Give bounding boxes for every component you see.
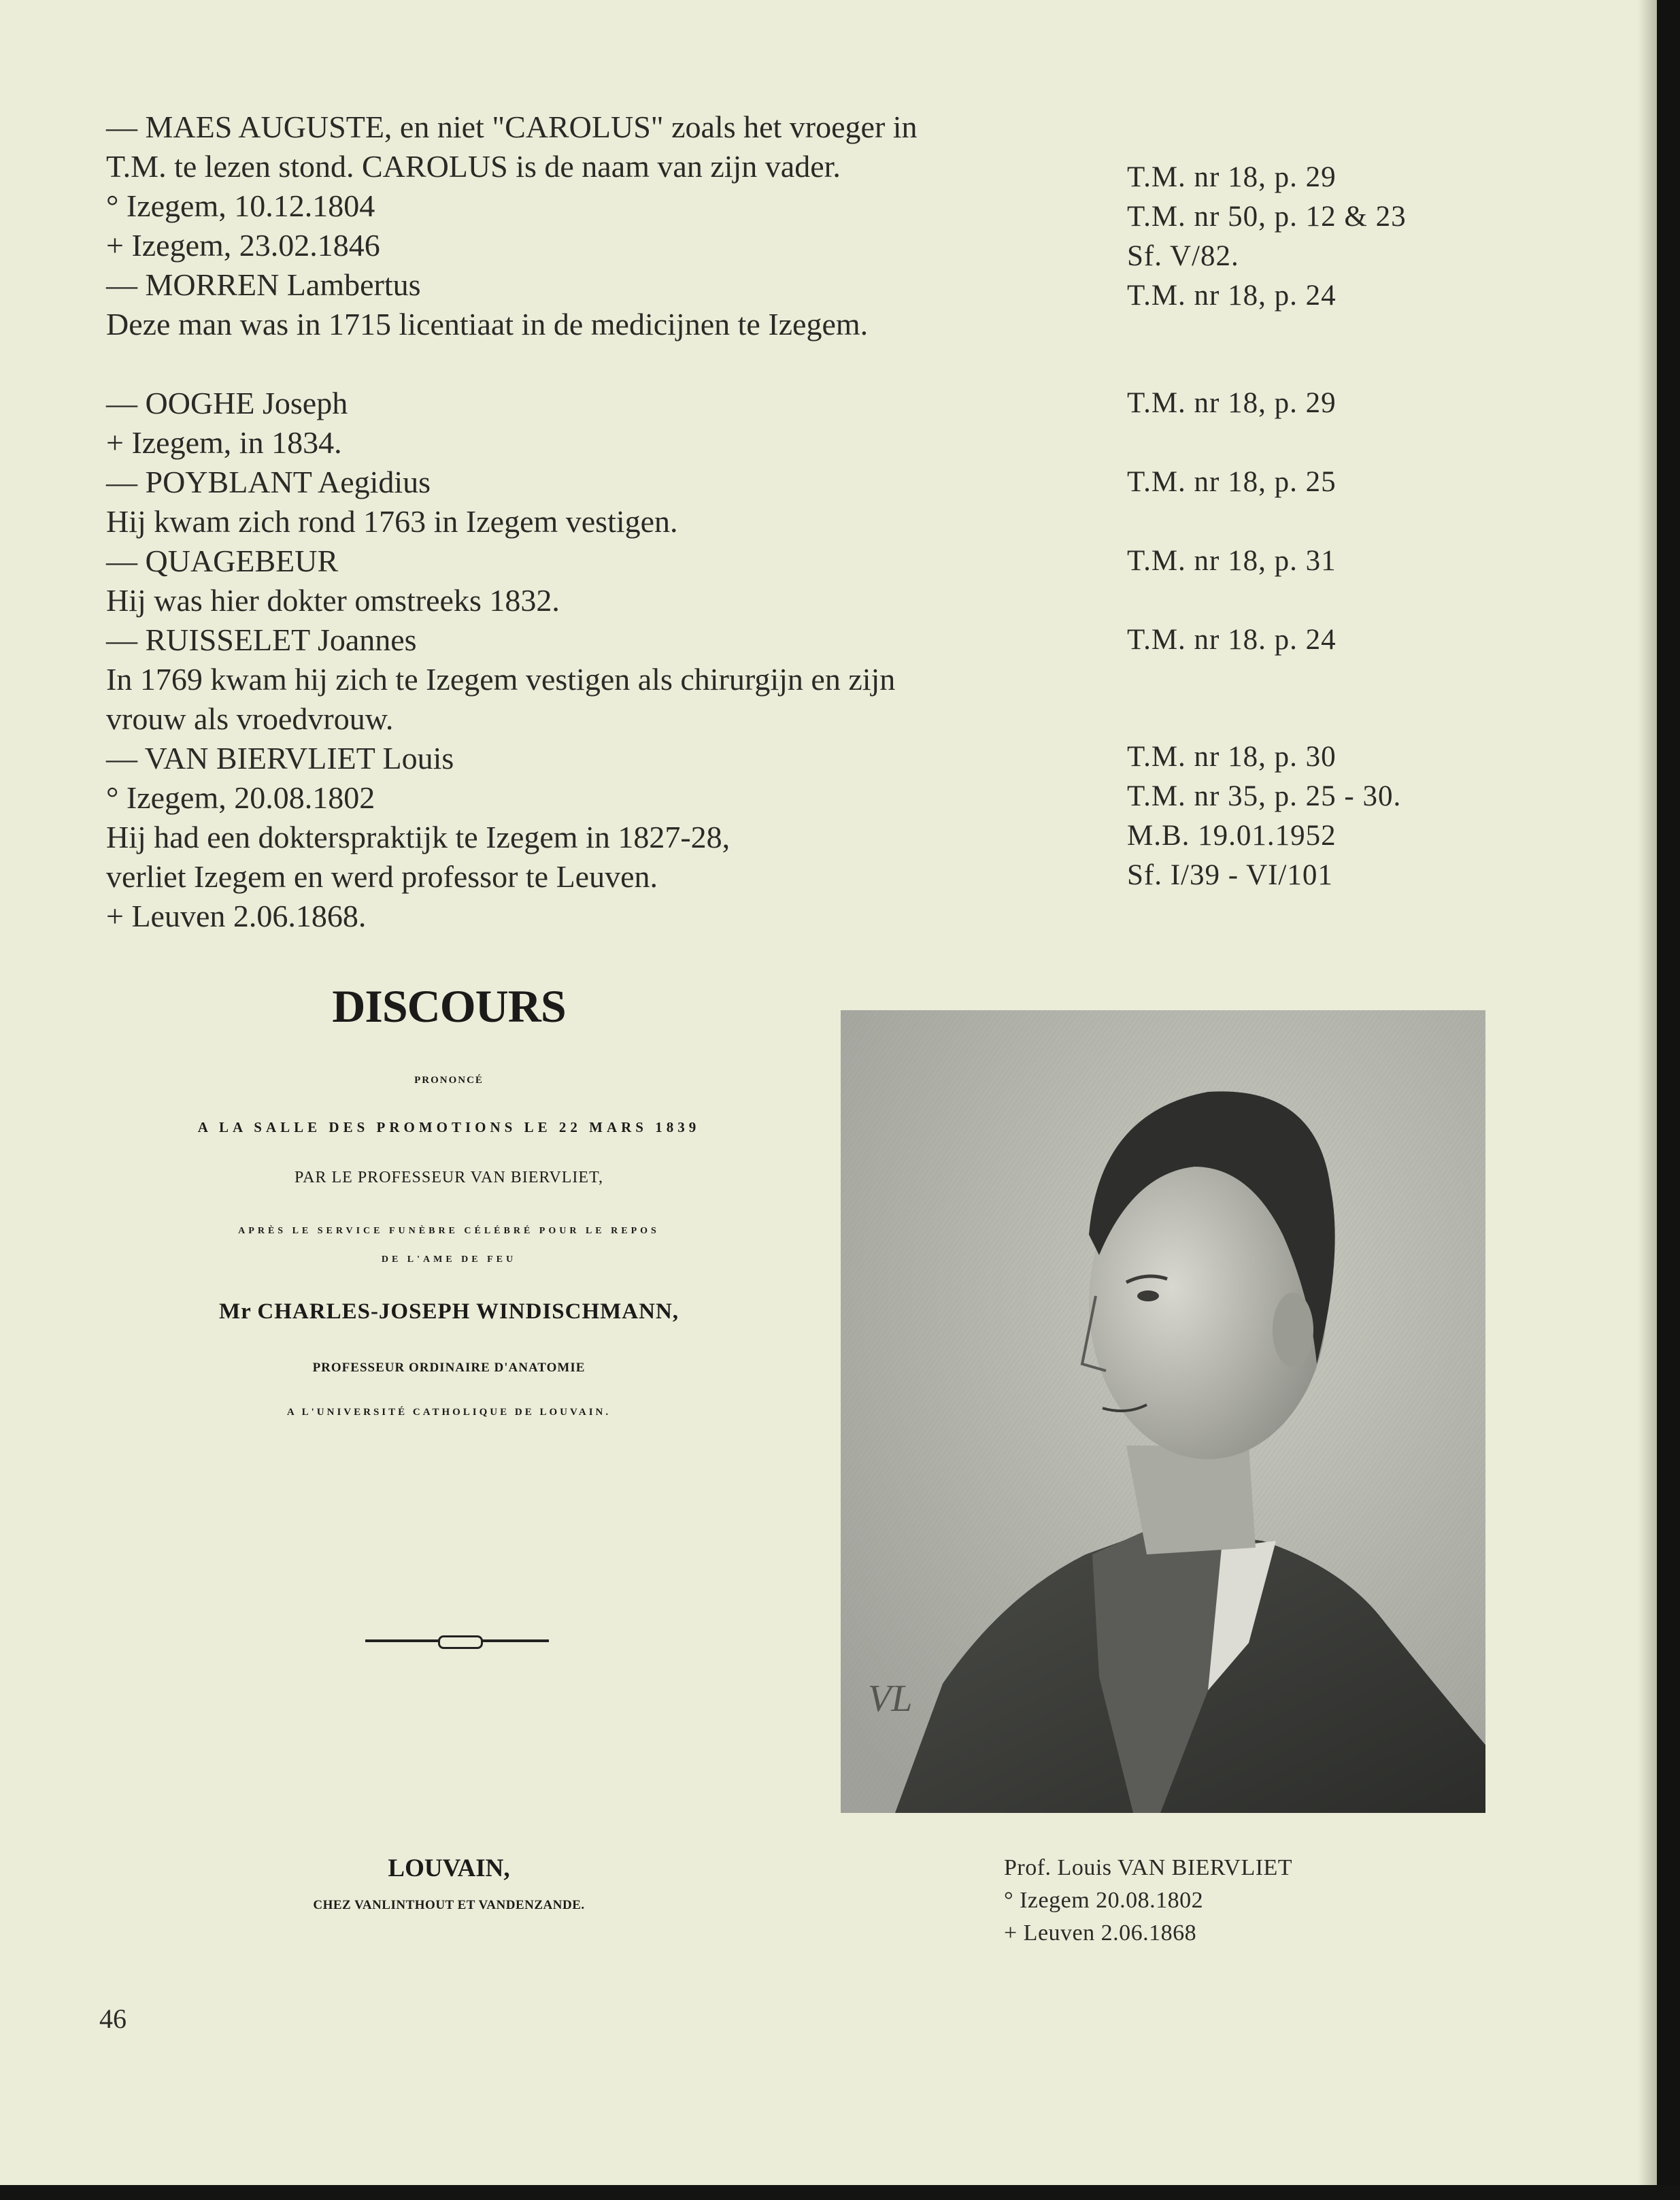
title-page-service-2: DE L'AME DE FEU	[381, 1254, 517, 1265]
entry-line: vrouw als vroedvrouw.	[106, 701, 394, 736]
reference-line: T.M. nr 18, p. 24	[1127, 280, 1337, 312]
entry-line: + Izegem, in 1834.	[106, 425, 342, 460]
entry-line: T.M. te lezen stond. CAROLUS is de naam van zijn vader.	[106, 149, 841, 184]
reference-line: T.M. nr 18, p. 29	[1127, 161, 1337, 193]
entry-line: ° Izegem, 10.12.1804	[106, 188, 375, 223]
reference-line: T.M. nr 18, p. 30	[1127, 741, 1337, 773]
title-page-profession: PROFESSEUR ORDINAIRE D'ANATOMIE	[312, 1361, 586, 1375]
title-page-heading: DISCOURS	[332, 980, 566, 1032]
title-page-venue: A LA SALLE DES PROMOTIONS LE 22 MARS 1839	[197, 1119, 701, 1135]
title-page-pronounced: PRONONCÉ	[414, 1075, 484, 1086]
entry-line: verliet Izegem en werd professor te Leuven.	[106, 859, 658, 894]
entry-line: — POYBLANT Aegidius	[106, 465, 431, 499]
title-page-city: LOUVAIN,	[388, 1854, 510, 1882]
entry-line: — VAN BIERVLIET Louis	[106, 741, 454, 776]
caption-line: + Leuven 2.06.1868	[1004, 1920, 1197, 1946]
entries-column	[106, 107, 1011, 936]
entry-line: ° Izegem, 20.08.1802	[106, 780, 375, 815]
entry-line: + Leuven 2.06.1868.	[106, 899, 367, 933]
title-page-speaker: PAR LE PROFESSEUR VAN BIERVLIET,	[295, 1169, 603, 1186]
portrait-neck	[1126, 1446, 1256, 1554]
title-page-university: A L'UNIVERSITÉ CATHOLIQUE DE LOUVAIN.	[286, 1407, 611, 1418]
reference-line: Sf. I/39 - VI/101	[1127, 859, 1333, 891]
entry-line: + Izegem, 23.02.1846	[106, 228, 380, 263]
reference-line: T.M. nr 50, p. 12 & 23	[1127, 201, 1407, 233]
title-page-deceased: Mr CHARLES-JOSEPH WINDISCHMANN,	[218, 1299, 679, 1324]
page-edge-right	[1657, 0, 1680, 2200]
portrait-eye	[1137, 1290, 1159, 1301]
page-number: 46	[99, 2003, 127, 2034]
reference-line: T.M. nr 35, p. 25 - 30.	[1127, 780, 1402, 812]
portrait-signature: VL	[868, 1678, 913, 1720]
portrait-engraving	[841, 1010, 1485, 1813]
entry-line: — MAES AUGUSTE, en niet "CAROLUS" zoals het vroeger in	[106, 110, 918, 144]
entry-line: — RUISSELET Joannes	[106, 622, 417, 657]
entry-line: Hij kwam zich rond 1763 in Izegem vestigen.	[106, 504, 678, 539]
page-edge-shadow	[1638, 0, 1657, 2200]
entry-line: Hij had een dokterspraktijk te Izegem in 1827-28,	[106, 820, 730, 854]
reference-line: Sf. V/82.	[1127, 240, 1239, 272]
caption-line: Prof. Louis VAN BIERVLIET	[1004, 1855, 1293, 1880]
title-page-printer: CHEZ VANLINTHOUT ET VANDENZANDE.	[313, 1898, 585, 1912]
entry-line: — QUAGEBEUR	[106, 544, 339, 578]
reference-line: T.M. nr 18, p. 25	[1127, 466, 1337, 498]
page-edge-bottom	[0, 2185, 1680, 2200]
title-page-service-1: APRÈS LE SERVICE FUNÈBRE CÉLÉBRÉ POUR LE REPOS	[238, 1226, 660, 1236]
portrait-ear	[1273, 1293, 1313, 1367]
reference-line: T.M. nr 18. p. 24	[1127, 624, 1337, 656]
entry-line: Deze man was in 1715 licentiaat in de medicijnen te Izegem.	[106, 307, 869, 341]
reference-line: M.B. 19.01.1952	[1127, 820, 1337, 852]
entry-line: — MORREN Lambertus	[106, 267, 421, 302]
reference-line: T.M. nr 18, p. 31	[1127, 545, 1337, 577]
caption-line: ° Izegem 20.08.1802	[1004, 1888, 1204, 1913]
reference-line: T.M. nr 18, p. 29	[1127, 387, 1337, 419]
title-page-ornament-knot	[438, 1635, 483, 1649]
entry-line: In 1769 kwam hij zich te Izegem vestigen als chirurgijn en zijn	[106, 662, 896, 697]
portrait-caption	[1004, 1852, 1412, 1950]
entry-line: Hij was hier dokter omstreeks 1832.	[106, 583, 560, 618]
entry-line: — OOGHE Joseph	[106, 386, 348, 420]
entry-gap	[106, 344, 1011, 384]
